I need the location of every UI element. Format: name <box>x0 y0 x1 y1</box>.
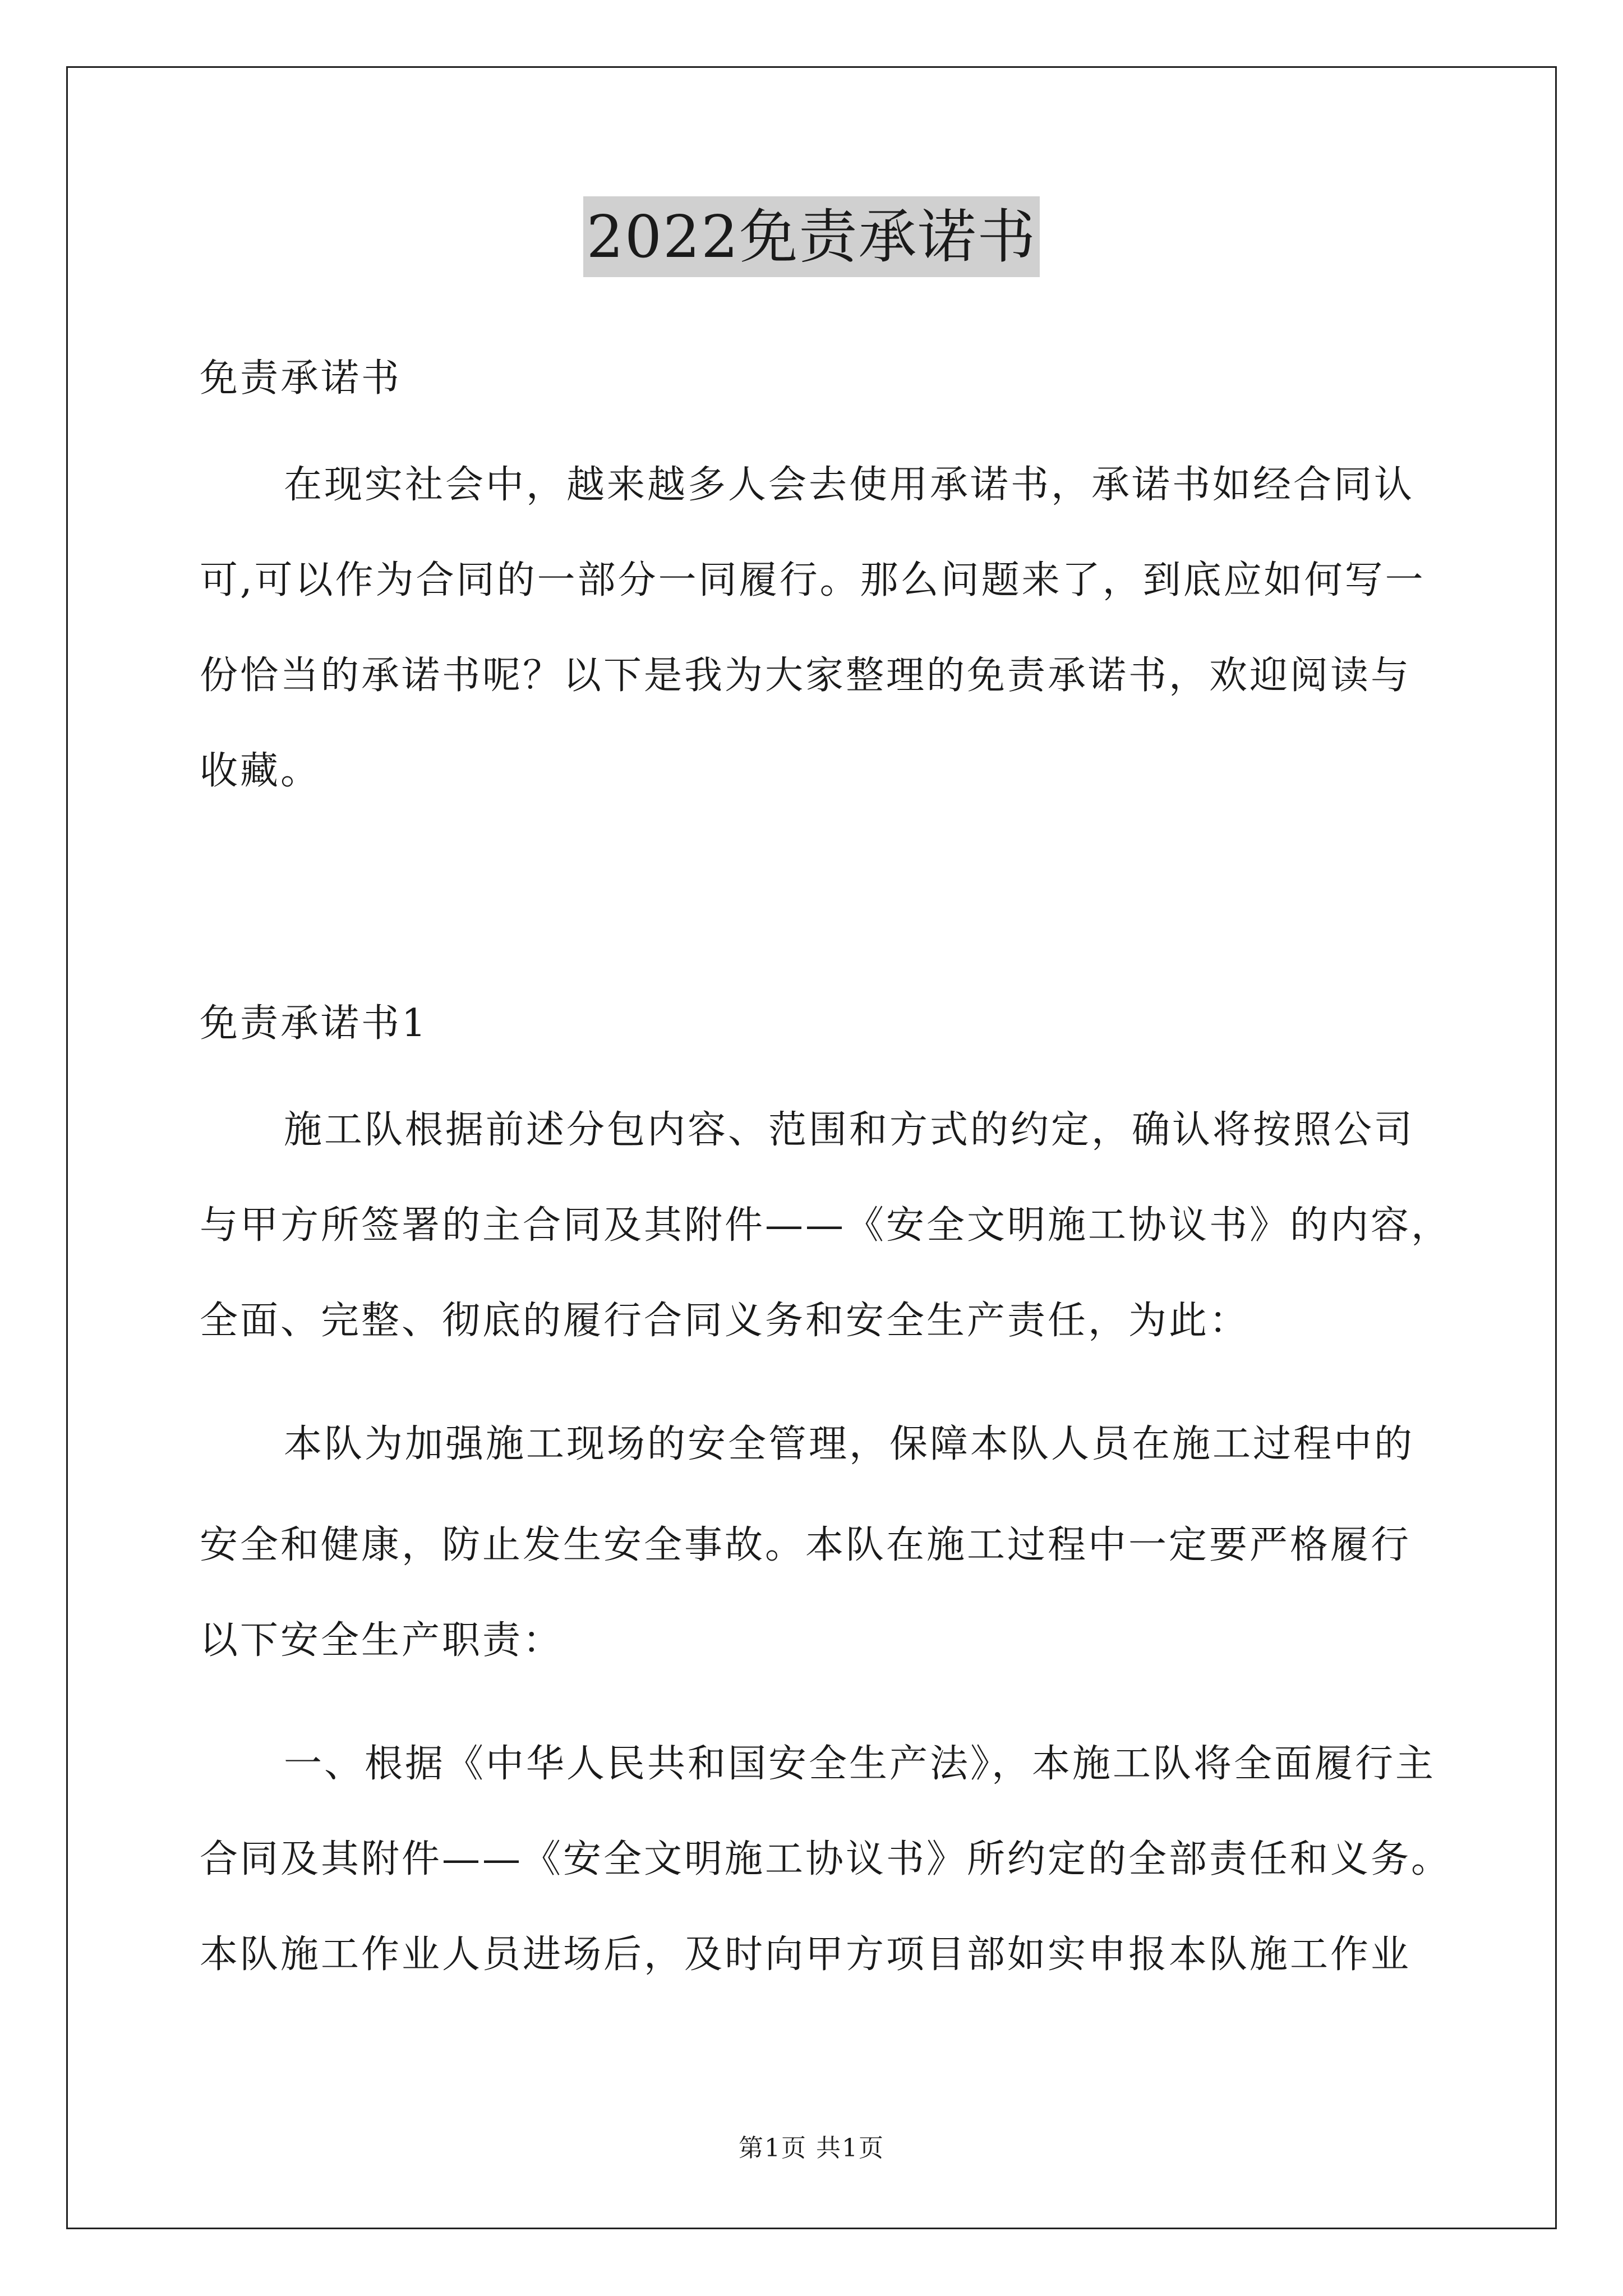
paragraph-line: 安全和健康，防止发生安全事故。本队在施工过程中一定要严格履行 <box>200 1523 1412 1567</box>
paragraph-line: 以下安全生产职责： <box>200 1618 564 1663</box>
intro-line: 可,可以作为合同的一部分一同履行。那么问题来了，到底应如何写一 <box>200 558 1426 602</box>
paragraph-line: 合同及其附件——《安全文明施工协议书》所约定的全部责任和义务。 <box>200 1837 1452 1881</box>
intro-line: 在现实社会中，越来越多人会去使用承诺书，承诺书如经合同认 <box>284 463 1415 507</box>
heading-2: 免责承诺书1 <box>200 1001 428 1046</box>
paragraph-line: 全面、完整、彻底的履行合同义务和安全生产责任，为此： <box>200 1299 1250 1343</box>
paragraph-line: 与甲方所签署的主合同及其附件——《安全文明施工协议书》的内容， <box>200 1203 1452 1248</box>
heading-1: 免责承诺书 <box>200 356 402 401</box>
paragraph-line: 施工队根据前述分包内容、范围和方式的约定，确认将按照公司 <box>284 1108 1415 1152</box>
intro-line: 份恰当的承诺书呢？以下是我为大家整理的免责承诺书，欢迎阅读与 <box>200 654 1412 698</box>
paragraph-line: 本队为加强施工现场的安全管理，保障本队人员在施工过程中的 <box>284 1422 1415 1466</box>
intro-line: 收藏。 <box>200 749 321 793</box>
paragraph-line: 本队施工作业人员进场后，及时向甲方项目部如实申报本队施工作业 <box>200 1932 1412 1977</box>
paragraph-line: 一、根据《中华人民共和国安全生产法》，本施工队将全面履行主 <box>284 1742 1436 1786</box>
page-footer: 第1页 共1页 <box>739 2134 884 2162</box>
document-title-wrapper <box>0 196 1623 277</box>
document-title: 2022免责承诺书 <box>583 196 1040 277</box>
